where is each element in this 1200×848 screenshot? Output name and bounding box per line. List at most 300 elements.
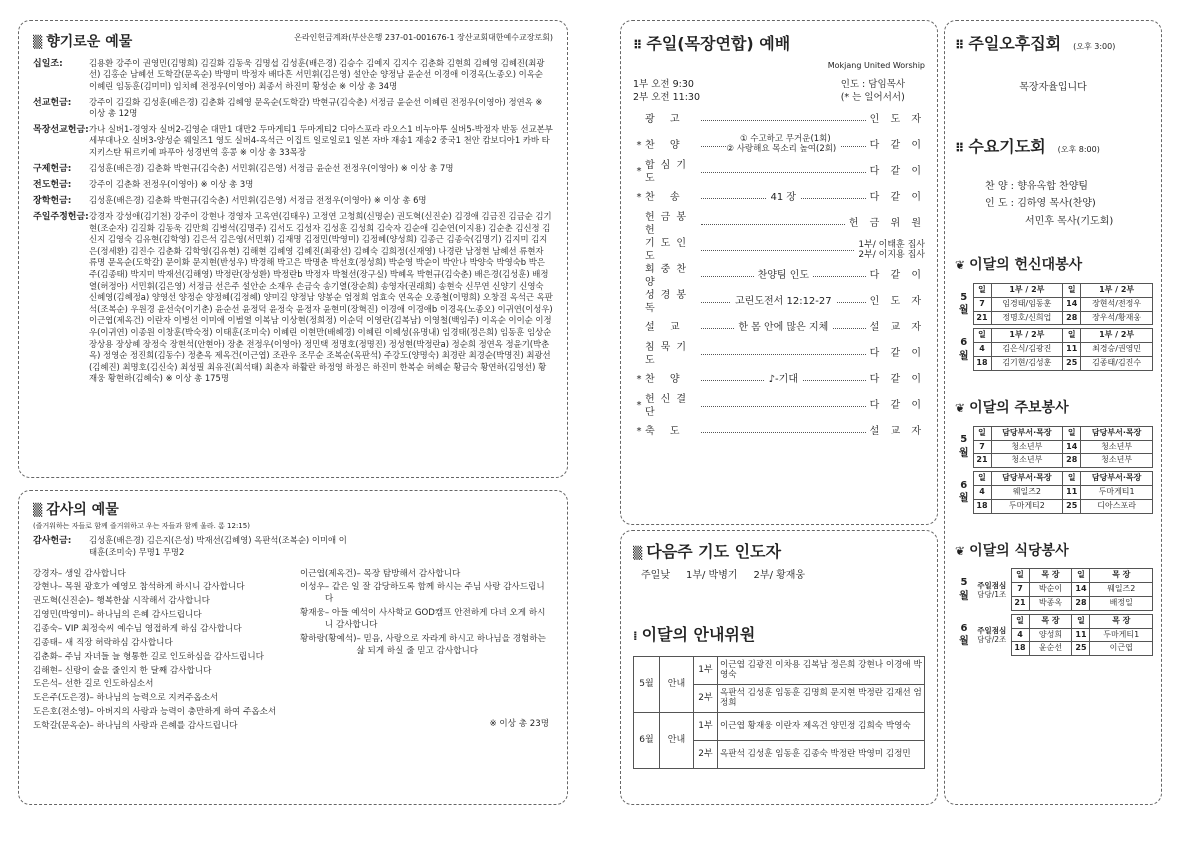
usher-row	[634, 656, 925, 684]
schedule-month: 5월	[958, 434, 969, 459]
order-row	[633, 263, 925, 289]
schedule-header-cell: 일	[973, 329, 991, 343]
offering-item	[33, 179, 553, 191]
offering-label: 선교헌금:	[33, 97, 72, 108]
order-name: 기도인도	[645, 237, 692, 263]
schedule-day: 18	[973, 357, 991, 371]
order-row	[633, 159, 925, 185]
worship-title: 주일(목장연합) 예배	[646, 34, 791, 53]
order-row	[633, 211, 925, 237]
usher-month: 5월	[634, 656, 660, 712]
offering-label: 주일주정헌금:	[33, 212, 89, 223]
schedule-assignee: 양성희	[1029, 628, 1072, 642]
schedule-lead	[973, 614, 1011, 655]
thanks-message: – VIP 최정숙씨 예수님 영접하게 하심 감사합니다	[57, 623, 242, 634]
schedule-row	[955, 311, 1153, 325]
order-dots	[701, 373, 866, 385]
order-leader: 다 같 이	[869, 374, 925, 386]
thanks-item	[300, 634, 553, 658]
usher-names: 이근엽 황재웅 이란자 제옥건 양민정 김희숙 박영숙	[718, 712, 925, 740]
worship-time-2: 2부 오전 11:30	[633, 92, 700, 104]
schedule-header-cell: 담당부서·목장	[1081, 426, 1153, 440]
usher-names: 옥판석 김성훈 임동훈 김종숙 박정란 박영미 김정민	[718, 740, 925, 768]
thanks-message: – 하나님의 능력으로 지켜주옵소서	[89, 693, 219, 704]
order-leader: 다 같 이	[869, 192, 925, 204]
order-leader: 다 같 이	[869, 140, 925, 152]
schedule-assignee: 디아스포라	[1081, 499, 1153, 513]
thanks-item	[33, 569, 286, 581]
offering-item	[33, 58, 553, 93]
thanks-person: 도은호(전소영)	[33, 707, 90, 718]
wednesday-praise: 찬 양 : 향유옥합 찬양팀	[985, 180, 1089, 192]
thanks-names: 김성훈(배은경) 김은지(은성) 박재선(김혜영) 옥판석(조복순) 이미애 이태훈(조미숙) 무명1 무명2	[89, 535, 347, 557]
order-name: 광 고	[645, 114, 686, 126]
order-leader: 다 같 이	[869, 400, 925, 412]
hatch-icon: ▒	[33, 503, 41, 517]
schedule-header-row	[955, 569, 1153, 583]
schedule-day: 14	[1063, 440, 1081, 454]
order-row	[633, 419, 925, 445]
order-dots	[701, 269, 866, 281]
order-dots	[701, 354, 866, 355]
worship-header	[633, 33, 925, 55]
thanks-item	[33, 582, 286, 594]
worship-section	[620, 20, 938, 525]
order-leader: 인 도 자	[869, 114, 925, 126]
order-detail	[701, 373, 866, 387]
next-prayer-row	[633, 569, 925, 583]
order-dots	[701, 321, 866, 333]
kitchen-header	[955, 542, 1151, 561]
kitchen-table	[955, 568, 1153, 656]
schedule-assignee: 박순이	[1029, 583, 1072, 597]
thanks-right-column	[300, 569, 553, 735]
order-name: 회중찬양	[645, 263, 692, 289]
thanks-message: – 생일 감사합니다	[57, 568, 126, 579]
order-of-worship	[633, 107, 925, 445]
schedule-assignee: 김종태/김진수	[1081, 357, 1153, 371]
schedule-day: 7	[973, 440, 991, 454]
worship-en-title: Mokjang United Worship	[827, 60, 925, 70]
wednesday-header	[955, 136, 1151, 158]
dots-icon: ⠿	[955, 38, 963, 52]
schedule-day: 4	[973, 343, 991, 357]
bulletin-header	[955, 399, 1151, 418]
schedule-header-row	[955, 329, 1153, 343]
next-prayer-2: 2부/ 황재웅	[753, 569, 806, 581]
wednesday-details	[955, 178, 1151, 231]
thanks-message: – 주님 자녀들 늘 형통한 길로 인도하심을 감사드립니다	[57, 651, 264, 662]
order-detail-text: 고린도전서 12:12-27	[731, 296, 836, 307]
schedule-header-cell: 목 장	[1029, 614, 1072, 628]
schedule-header-cell: 일	[1011, 569, 1029, 583]
schedule-header-cell: 1부 / 2부	[1081, 284, 1153, 298]
schedule-day: 14	[1072, 583, 1090, 597]
offering-section	[18, 20, 568, 478]
wednesday-leader: 인 도 : 김하영 목사(찬양)	[985, 198, 1096, 210]
thanks-item	[33, 721, 286, 733]
schedule-assignee: 청소년부	[991, 440, 1063, 454]
ushers-table	[633, 656, 925, 769]
vdots-icon: ⁞	[633, 629, 636, 644]
schedule-header-cell: 일	[1063, 284, 1081, 298]
order-star: *	[636, 374, 642, 386]
order-dots	[701, 133, 866, 154]
offering-title: 향기로운 예물	[46, 34, 133, 50]
order-name: 축 도	[645, 426, 686, 438]
thanks-message: – 아들 예석이 사사학교 GOD캠프 안전하게 다녀 오게 하시니 감사합니다	[324, 608, 546, 630]
thanks-person: 김영민(박영미)	[33, 610, 90, 621]
flower-icon: ❦	[955, 400, 964, 415]
order-row	[633, 315, 925, 341]
order-row	[633, 107, 925, 133]
schedule-assignee: 이근엽	[1090, 642, 1153, 656]
offering-label: 구제헌금:	[33, 163, 72, 174]
thanks-section	[18, 490, 568, 805]
thanks-item	[300, 608, 553, 632]
schedule-day: 11	[1063, 485, 1081, 499]
order-detail-text: 한 몸 안에 많은 지체	[734, 322, 832, 333]
schedule-header-cell: 1부 / 2부	[991, 284, 1063, 298]
schedule-header-cell: 담당부서·목장	[1081, 472, 1153, 486]
order-star: *	[636, 426, 642, 438]
thanks-item	[33, 707, 286, 719]
worship-time-1: 1부 오전 9:30	[633, 79, 694, 91]
afternoon-header	[955, 33, 1151, 55]
offering-names: 가나 실버1-경영자 실버2-김영순 대만1 대만2 두마게티1 두마게티2 디아스포라 라오스1 비누아투 실버5-박정자 반동 선교본부 세부대나오 실버3-양성순 웨일즈1 영도 실버4-옥석근 이집트 일로일로1 일본 자바 재송1 재송2 중국1 천안 캄보디아1 카바 타지키스탄 튀르키예 파푸아 성경번역 홍콩 ※ 이상 총 33목장	[89, 123, 553, 158]
order-leader: 설 교 자	[869, 322, 925, 334]
order-dots	[701, 224, 845, 225]
schedule-assignee: 장우석/황재웅	[1081, 311, 1153, 325]
schedule-row	[955, 499, 1153, 513]
order-detail-text: ① 수고하고 무거운(1회) ② 사랑해요 목소리 높여(2회)	[726, 134, 840, 154]
thanks-item	[33, 693, 286, 705]
thanks-left-column	[33, 569, 286, 735]
offering-names: 강주이 김춘화 전정우(이영아) ※ 이상 총 3명	[89, 178, 254, 189]
schedule-day: 4	[973, 485, 991, 499]
usher-row	[634, 712, 925, 740]
ushers-title: 이달의 안내위원	[641, 625, 756, 645]
worship-times	[633, 79, 925, 105]
thanks-item	[33, 624, 286, 636]
service-title: 이달의 헌신대봉사	[969, 257, 1083, 274]
afternoon-text: 목장자율입니다	[1019, 81, 1087, 93]
schedule-day: 18	[1011, 642, 1029, 656]
schedule-lead-title: 주일점심	[977, 580, 1007, 590]
schedule-assignee: 웨일즈2	[1090, 583, 1153, 597]
order-name: 합심기도	[645, 159, 692, 185]
order-dots	[701, 406, 866, 407]
order-leader: 인 도 자	[869, 296, 925, 308]
schedule-assignee: 청소년부	[991, 454, 1063, 468]
schedule-assignee: 장현석/전정우	[1081, 297, 1153, 311]
order-row	[633, 341, 925, 367]
thanks-item	[33, 666, 286, 678]
order-dots	[701, 432, 866, 433]
schedule-header-cell: 일	[973, 426, 991, 440]
order-dots	[701, 120, 866, 121]
order-name: 헌신결단	[645, 393, 692, 419]
thanks-message: – 목원 광호가 예영모 참석하게 하시니 감사합니다	[57, 582, 245, 593]
order-leader: 다 같 이	[869, 166, 925, 178]
order-detail	[701, 295, 866, 309]
worship-stand-note: (* 는 일어서서)	[840, 92, 905, 104]
thanks-message: – 행복한삶 시작해서 감사합니다	[89, 596, 210, 607]
dots-icon: ⠿	[955, 141, 963, 156]
offering-names: 김성훈(배은경) 김춘화 박현규(김숙춘) 서민휘(김은영) 서정금 윤순선 전정우(이영아) ※ 이상 총 7명	[89, 162, 454, 173]
thanks-person: 황하랑(황예석)	[300, 633, 357, 644]
schedule-day: 28	[1063, 311, 1081, 325]
thanks-person: 권도혁(신진순)	[33, 596, 90, 607]
schedule-row	[955, 343, 1153, 357]
schedule-day: 25	[1072, 642, 1090, 656]
offering-names: 강경자 강성애(김기천) 강주이 강현나 경영자 고옥연(김태우) 고정연 고청희(신명순) 권도혁(신진순) 김경애 김금진 김금순 김기현(조순자) 김길화 김동욱 김만희 김병석(김명주) 김서도 김성자 김성훈 김성희 김숙자 김순애 김순연(이지용) 김순춘 김신정 김신지 김영숙 김유현(김학영) 김은석 김은영(서민휘) 김재명 김정민(박영미) 김정혜(양성희) 김종근 김종숙(김명기) 김지미 김지은(정세환) 김진수 김춘화 김학영(김유현) 김해현 김혜영 김혜진(최광선) 김혜숙 김희정(신재영) 나경란 남정현 남혜선 류현자 류명 문옥순(도학갈) 문이화 문지현(반성우) 박경해 박고은 박명춘 박선호(정성희) 박순영 박순이 박안나 박양숙 박영숙b 박은주(김종태) 박지미 박재선(김해영) 박정란(장성환) 박정란b 박정자 박철선(장구실) 박혜옥 박현규(김숙춘) 배은경(김성훈) 배정열(허정아) 서민휘(김은영) 서정금 선은주 설안순 소재우 손금숙 송기열(장순희) 송영자(권래희) 송현숙 신무연 신양기 신영숙 신혜영(김혜정a) 양영선 양정순 양정혜(김정혜) 양미길 양정남 양봉순 엄정희 엄효숙 연옥순 오종철(이명희) 오창걸 옥석근 옥판석(조복순) 우원경 윤선숙(이기춘) 윤순선 윤정덕 윤정숙 윤정자 윤현미(장혁진) 이경애 이경애b 이경옥(노종오) 이귀연(이성우) 이근엽(제옥건) 이란자 이병선 이미애 이범열 이복남 이상현(정희정) 이순덕 이영란(김복남) 이영철(백임주) 이옥순 이이순 이정우(이귀연) 이종원 이창훈(박숙정) 이태훈(조미숙) 이혜린 이현만(배혜경) 이혜린 이혜성(유명내) 임경태(정은희) 임동훈 임상순 장상용 장상혜 장정숙 장현석(안현아) 장춘 전정우(이영아) 정민택 정명호(정명진) 정성현(박정란a) 정순희 정연옥 정윤기(박춘옥) 정영순 정진희(김동수) 정춘옥 제옥건(이근엽) 조관우 조무순 조복순(옥판석) 주강도(양명숙) 최경란 최경순(박명진) 최광선(김혜진) 최명호(김신숙) 최성필 최유진(최석태) 최춘자 하활란 하정영 하정은 하진미 한복순 허혜순 황금숙 황연하(김영선) 황재웅 황현하(김혜숙) ※ 이상 총 175명	[89, 211, 553, 384]
thanks-title: 감사의 예물	[46, 502, 119, 518]
order-leader: 다 같 이	[869, 270, 925, 282]
order-detail-text: 찬양팀 인도	[754, 270, 813, 281]
schedule-assignee: 배정일	[1090, 597, 1153, 611]
schedule-day: 28	[1063, 454, 1081, 468]
offering-label: 십일조:	[33, 58, 63, 69]
order-dots	[701, 191, 866, 203]
order-leader: 헌 금 위 원	[848, 218, 925, 230]
thanks-message: – 선한 길로 인도하심소서	[57, 679, 154, 690]
offering-item	[33, 97, 553, 120]
thanks-item	[300, 582, 553, 606]
schedule-day: 14	[1063, 297, 1081, 311]
thanks-message: – 목장 탐방해서 감사합니다	[356, 568, 461, 579]
order-leader: 설 교 자	[869, 426, 925, 438]
usher-names: 이근엽 김광진 이차용 김복남 정은희 강현나 이경애 박영숙	[718, 656, 925, 684]
usher-part: 2부	[694, 740, 718, 768]
schedule-day: 21	[973, 311, 991, 325]
afternoon-time: (오후 3:00)	[1073, 42, 1116, 51]
schedule-header-cell: 일	[973, 472, 991, 486]
schedule-lead-sub: 담당/2조	[977, 635, 1007, 644]
thanks-item	[33, 610, 286, 622]
schedule-header-cell: 담당부서·목장	[991, 426, 1063, 440]
thanks-person: 강경자	[33, 568, 58, 579]
usher-role: 안내	[660, 712, 694, 768]
offering-label: 장학헌금:	[33, 195, 72, 206]
right-section	[944, 20, 1162, 805]
schedule-day: 11	[1063, 343, 1081, 357]
schedule-header-row	[955, 284, 1153, 298]
offering-item	[33, 211, 553, 385]
order-name: 찬 송	[645, 192, 686, 204]
usher-month: 6월	[634, 712, 660, 768]
schedule-header-cell: 담당부서·목장	[991, 472, 1063, 486]
schedule-month: 6월	[959, 622, 969, 647]
schedule-assignee: 청소년부	[1081, 454, 1153, 468]
schedule-assignee: 윤순선	[1029, 642, 1072, 656]
schedule-assignee: 청소년부	[1081, 440, 1153, 454]
hatch-icon: ▒	[33, 35, 41, 49]
schedule-header-cell: 일	[1072, 569, 1090, 583]
thanks-person: 김종태	[33, 637, 58, 648]
wednesday-time: (오후 8:00)	[1057, 145, 1100, 155]
thanks-item	[33, 679, 286, 691]
next-prayer-title: 다음주 기도 인도자	[646, 542, 782, 561]
schedule-day: 11	[1072, 628, 1090, 642]
thanks-person: 도은주(도은경)	[33, 693, 90, 704]
schedule-month: 5월	[958, 291, 969, 317]
flower-icon: ❦	[955, 258, 964, 273]
thanks-label: 감사헌금:	[33, 536, 72, 547]
offering-label: 전도헌금:	[33, 179, 72, 190]
schedule-header-cell: 일	[1011, 614, 1029, 628]
thanks-person: 황재웅	[300, 608, 325, 619]
order-name: 침묵기도	[645, 341, 692, 367]
order-leader: 다 같 이	[869, 348, 925, 360]
order-star: *	[636, 140, 642, 152]
schedule-assignee: 최경승/권영민	[1081, 343, 1153, 357]
online-account: 온라인헌금계좌(부산은행 237-01-001676-1 장산교회대한예수교장로회)	[294, 33, 553, 42]
offering-item	[33, 163, 553, 175]
schedule-row	[955, 485, 1153, 499]
schedule-header-cell: 일	[1072, 614, 1090, 628]
next-prayer-header	[633, 541, 925, 563]
order-row	[633, 367, 925, 393]
ushers-header	[633, 624, 925, 646]
thanks-offering	[33, 535, 553, 558]
schedule-header-cell: 일	[1063, 472, 1081, 486]
usher-role: 안내	[660, 656, 694, 712]
schedule-lead-sub: 담당/1조	[977, 589, 1007, 599]
order-detail	[701, 321, 866, 335]
thanks-person: 김해현	[33, 665, 58, 676]
schedule-day: 28	[1072, 597, 1090, 611]
order-row	[633, 185, 925, 211]
schedule-assignee: 웨일즈2	[991, 485, 1063, 499]
offering-label: 목장선교헌금:	[33, 124, 89, 135]
schedule-lead	[973, 569, 1011, 610]
thanks-message: – 믿음, 사랑으로 자라게 하시고 하나님을 경험하는 삶 되게 하실 줄 믿고 감사합니다	[356, 633, 546, 656]
schedule-row	[955, 440, 1153, 454]
schedule-day: 21	[1011, 597, 1029, 611]
order-dots	[701, 250, 854, 251]
thanks-person: 이근엽(제옥건)	[300, 568, 357, 579]
offering-item	[33, 124, 553, 159]
thanks-message: – 신랑이 술을 줄인지 한 달째 감사합니다	[57, 665, 212, 676]
bulletin-title: 이달의 주보봉사	[969, 399, 1069, 416]
flower-icon: ❦	[955, 543, 964, 558]
schedule-row	[955, 454, 1153, 468]
afternoon-title: 주일오후집회	[968, 34, 1062, 53]
order-name: 헌금봉헌	[645, 211, 692, 237]
schedule-header-cell: 일	[973, 284, 991, 298]
thanks-message: – 하나님의 사랑과 은혜를 감사드립니다	[89, 720, 238, 731]
thanks-message: – 새 직장 허락하심 감사합니다	[57, 637, 173, 648]
order-row	[633, 133, 925, 159]
schedule-day: 18	[973, 499, 991, 513]
schedule-assignee: 박종옥	[1029, 597, 1072, 611]
schedule-month: 6월	[958, 479, 969, 505]
order-name: 찬 양	[645, 374, 686, 386]
schedule-assignee: 두마게티1	[1081, 485, 1153, 499]
order-detail-text: ♪-기대	[765, 374, 802, 385]
thanks-person: 김종숙	[33, 623, 58, 634]
order-detail-text: 41 장	[767, 192, 801, 203]
schedule-day: 4	[1011, 628, 1029, 642]
schedule-assignee: 두마게티2	[991, 499, 1063, 513]
thanks-person: 도은석	[33, 679, 58, 690]
schedule-header-cell: 일	[1063, 426, 1081, 440]
offering-names: 김성훈(배은경) 김춘화 박현규(김숙춘) 서민휘(김은영) 서정금 전정우(이영아) ※ 이상 총 6명	[89, 194, 427, 205]
schedule-header-cell: 일	[1063, 329, 1081, 343]
order-row	[633, 237, 925, 263]
order-name: 설 교	[645, 322, 686, 334]
worship-leader: 인도 : 담임목사	[840, 79, 905, 91]
schedule-assignee: 김기현/김성훈	[991, 357, 1063, 371]
schedule-lead-title: 주일점심	[977, 626, 1007, 635]
thanks-item	[33, 596, 286, 608]
schedule-assignee: 김은식/김광진	[991, 343, 1063, 357]
schedule-header-cell: 목 장	[1090, 569, 1153, 583]
order-dots	[701, 172, 866, 173]
thanks-item	[33, 652, 286, 664]
schedule-header-row	[955, 426, 1153, 440]
thanks-person: 도학갈(문옥순)	[33, 720, 90, 731]
thanks-person: 이성우	[300, 582, 325, 593]
schedule-header-cell: 1부 / 2부	[1081, 329, 1153, 343]
schedule-header-row	[955, 472, 1153, 486]
order-name: 찬 양	[645, 140, 686, 152]
schedule-day: 7	[1011, 583, 1029, 597]
schedule-month: 6월	[958, 337, 969, 362]
schedule-header-row	[955, 614, 1153, 628]
order-star: *	[636, 400, 642, 412]
schedule-row	[955, 357, 1153, 371]
offering-item	[33, 195, 553, 207]
order-detail	[701, 134, 866, 154]
schedule-day: 25	[1063, 499, 1081, 513]
wednesday-title: 수요기도회	[968, 137, 1046, 157]
order-row	[633, 289, 925, 315]
order-detail	[701, 191, 866, 205]
schedule-header-cell: 목 장	[1090, 614, 1153, 628]
schedule-day: 21	[973, 454, 991, 468]
next-prayer-label: 주일낮	[641, 569, 670, 581]
thanks-header	[33, 501, 553, 520]
offering-list	[33, 58, 553, 385]
thanks-person: 김춘화	[33, 651, 58, 662]
order-leader: 1부/ 이태훈 집사 2부/ 이지용 집사	[858, 239, 925, 261]
order-dots	[701, 295, 866, 307]
usher-names: 옥판석 김성훈 임동훈 김명희 문지현 박정란 김재선 엄정희	[718, 684, 925, 712]
usher-part: 1부	[694, 656, 718, 684]
schedule-header-cell: 1부 / 2부	[991, 329, 1063, 343]
offering-names: 김용환 강주이 권영민(김명희) 김길화 김동욱 김명섭 김성훈(배은경) 김승수 김예지 김지수 김춘화 김현희 김혜영 김혜진(최광선) 김홍순 남혜선 도학갈(문옥순) 박명미 박정자 배다흔 서민휘(김은영) 설안순 양정남 윤순선 이경애 이경옥(노종오) 이옥순 이혜린 임동훈(김미미) 임치혜 전정우(이영아) 최종서 하진미 황성순 ※ 이상 총 34명	[89, 57, 545, 92]
order-row	[633, 393, 925, 419]
schedule-row	[955, 297, 1153, 311]
schedule-assignee: 정명호/신희업	[991, 311, 1063, 325]
order-star: *	[636, 166, 642, 178]
schedule-header-cell: 목 장	[1029, 569, 1072, 583]
next-prayer-1: 1부/ 박병기	[685, 569, 738, 581]
order-star: *	[636, 192, 642, 204]
thanks-total: ※ 이상 총 23명	[489, 719, 549, 729]
service-table	[955, 283, 1153, 371]
thanks-item	[33, 638, 286, 650]
hatch-icon: ▒	[633, 546, 641, 560]
thanks-message: – 같은 일 잘 감당하도록 함께 하시는 주님 사랑 감사드립니다	[324, 582, 545, 605]
thanks-verse: (즐거워하는 자들로 함께 즐거워하고 우는 자들과 함께 울라. 롬 12:15)	[33, 521, 250, 530]
thanks-item	[300, 569, 553, 581]
schedule-month: 5월	[959, 577, 969, 602]
schedule-day: 25	[1063, 357, 1081, 371]
usher-part: 1부	[694, 712, 718, 740]
